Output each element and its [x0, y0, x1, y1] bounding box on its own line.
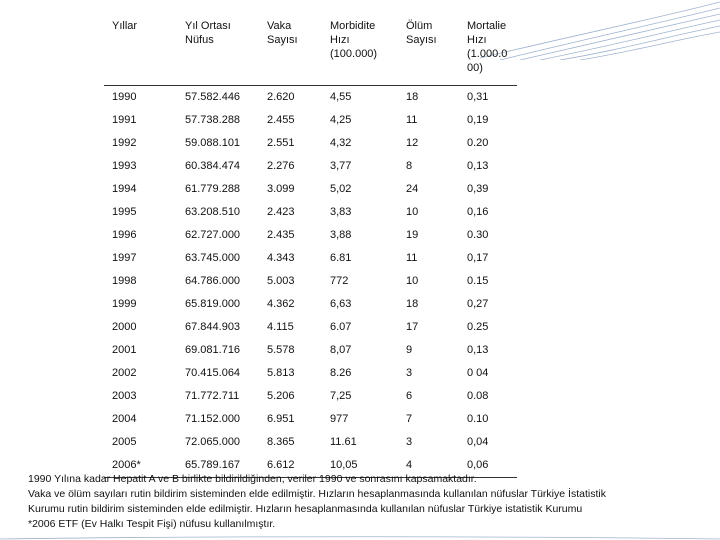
table-row — [104, 270, 517, 293]
table-cell: 3 — [406, 436, 413, 448]
bottom-decorative-line — [0, 530, 720, 540]
table-cell: 1991 — [112, 114, 137, 126]
table-cell: 0.08 — [467, 390, 489, 402]
table-cell: 2.620 — [267, 91, 295, 103]
table-cell: 0,39 — [467, 183, 489, 195]
table-cell: 64.786.000 — [185, 275, 241, 287]
table-cell: 4,32 — [330, 137, 352, 149]
table-cell: 1993 — [112, 160, 137, 172]
table-cell: 1999 — [112, 298, 137, 310]
table-cell: 0,27 — [467, 298, 489, 310]
table-cell: 1997 — [112, 252, 137, 264]
table-cell: 2.276 — [267, 160, 295, 172]
table-cell: 65.789.167 — [185, 459, 241, 471]
table-cell: 8 — [406, 160, 413, 172]
table-row — [104, 109, 517, 132]
table-cell: 1998 — [112, 275, 137, 287]
table-cell: 2.423 — [267, 206, 295, 218]
table-cell: 0,17 — [467, 252, 489, 264]
table-cell: 8.26 — [330, 367, 352, 379]
header-year: Yıllar — [112, 20, 138, 32]
table-cell: 3,77 — [330, 160, 352, 172]
table-cell: 10,05 — [330, 459, 358, 471]
table-cell: 4,55 — [330, 91, 352, 103]
table-cell: 17 — [406, 321, 419, 333]
table-cell: 0,04 — [467, 436, 489, 448]
table-cell: 62.727.000 — [185, 229, 241, 241]
table-cell: 11 — [406, 114, 418, 126]
header-morbidity-rate: Morbidite Hızı (100.000) — [330, 20, 378, 60]
table-cell: 10 — [406, 206, 419, 218]
table-cell: 2004 — [112, 413, 137, 425]
table-row — [104, 362, 517, 385]
table-cell: 19 — [406, 229, 419, 241]
table-cell: 2.455 — [267, 114, 295, 126]
table-row — [104, 224, 517, 247]
table-cell: 63.208.510 — [185, 206, 241, 218]
table-cell: 2003 — [112, 390, 137, 402]
footnote-line: Kurumu rutin bildirim sisteminden elde edilmiştir. Hızların hesaplanmasında kullanılan nüfuslar Türkiye istatistik Kurumu — [28, 503, 583, 515]
table-cell: 0.25 — [467, 321, 489, 333]
table-cell: 7 — [406, 413, 413, 425]
table-cell: 57.582.446 — [185, 91, 241, 103]
table-cell: 4,25 — [330, 114, 352, 126]
table-cell: 59.088.101 — [185, 137, 241, 149]
table-cell: 2002 — [112, 367, 137, 379]
table-cell: 3,88 — [330, 229, 352, 241]
table-cell: 0.10 — [467, 413, 489, 425]
footnote-line: 1990 Yılına kadar Hepatit A ve B birlikte bildirildiğinden, veriler 1990 ve sonrasını kapsamaktadır. — [28, 473, 477, 485]
table-cell: 60.384.474 — [185, 160, 241, 172]
table-cell: 12 — [406, 137, 419, 149]
table-cell: 0,19 — [467, 114, 489, 126]
table-cell: 1990 — [112, 91, 137, 103]
header-population: Yıl Ortası Nüfus — [185, 20, 231, 46]
table-cell: 6,63 — [330, 298, 352, 310]
table-cell: 4.362 — [267, 298, 295, 310]
table-cell: 0,31 — [467, 91, 489, 103]
table-cell: 61.779.288 — [185, 183, 241, 195]
table-cell: 5,02 — [330, 183, 352, 195]
table-cell: 72.065.000 — [185, 436, 241, 448]
table-cell: 0.30 — [467, 229, 489, 241]
table-cell: 6.951 — [267, 413, 295, 425]
table-cell: 10 — [406, 275, 419, 287]
table-cell: 2.435 — [267, 229, 295, 241]
table-cell: 4.343 — [267, 252, 295, 264]
table-cell: 3.099 — [267, 183, 295, 195]
table-cell: 977 — [330, 413, 349, 425]
table-row — [104, 408, 517, 431]
table-cell: 69.081.716 — [185, 344, 241, 356]
table-row — [104, 155, 517, 178]
table-cell: 2005 — [112, 436, 137, 448]
header-case-count: Vaka Sayısı — [267, 20, 298, 46]
table-cell: 1992 — [112, 137, 137, 149]
table-cell: 63.745.000 — [185, 252, 241, 264]
table-cell: 11 — [406, 252, 418, 264]
table-cell: 0,13 — [467, 160, 489, 172]
header-death-count: Ölüm Sayısı — [406, 20, 437, 46]
table-row — [104, 86, 517, 110]
table-cell: 5.206 — [267, 390, 295, 402]
table-cell: 3,83 — [330, 206, 352, 218]
table-row — [104, 316, 517, 339]
footnote-line: Vaka ve ölüm sayıları rutin bildirim sisteminden elde edilmiştir. Hızların hesaplanmasında kullanılan nüfuslar Türkiye İstatistik — [28, 488, 606, 500]
table-cell: 57.738.288 — [185, 114, 241, 126]
table-cell: 1996 — [112, 229, 137, 241]
table-row — [104, 201, 517, 224]
table-cell: 2000 — [112, 321, 137, 333]
table-cell: 70.415.064 — [185, 367, 241, 379]
table-cell: 0,16 — [467, 206, 489, 218]
table-row — [104, 247, 517, 270]
table-cell: 65.819.000 — [185, 298, 241, 310]
table-row — [104, 385, 517, 408]
table-cell: 0,06 — [467, 459, 489, 471]
header-mortality-rate: Mortalie Hızı (1.000.0 00) — [467, 20, 508, 74]
table-row — [104, 178, 517, 201]
table-cell: 4.115 — [267, 321, 294, 333]
table-cell: 0.15 — [467, 275, 489, 287]
header-row — [104, 8, 517, 86]
table-row — [104, 339, 517, 362]
table-cell: 4 — [406, 459, 413, 471]
table-cell: 3 — [406, 367, 413, 379]
table-cell: 71.152.000 — [185, 413, 241, 425]
table-cell: 6.612 — [267, 459, 295, 471]
table-cell: 67.844.903 — [185, 321, 241, 333]
table-row — [104, 293, 517, 316]
table-cell: 5.003 — [267, 275, 295, 287]
table-cell: 1994 — [112, 183, 137, 195]
table-cell: 6.81 — [330, 252, 352, 264]
footnotes — [28, 472, 708, 532]
table-cell: 8.365 — [267, 436, 295, 448]
table-cell: 2006* — [112, 459, 141, 471]
table-cell: 0,13 — [467, 344, 489, 356]
table-cell: 7,25 — [330, 390, 352, 402]
table-cell: 9 — [406, 344, 413, 356]
table-cell: 6.07 — [330, 321, 352, 333]
table-cell: 71.772.711 — [185, 390, 240, 402]
table-cell: 18 — [406, 298, 419, 310]
footnote-line: *2006 ETF (Ev Halkı Tespit Fişi) nüfusu kullanılmıştır. — [28, 518, 276, 530]
hepatitis-statistics-table — [104, 8, 517, 478]
table-cell: 1995 — [112, 206, 137, 218]
table-cell: 24 — [406, 183, 419, 195]
table-row — [104, 132, 517, 155]
table-cell: 5.578 — [267, 344, 295, 356]
table-cell: 8,07 — [330, 344, 352, 356]
table-cell: 11.61 — [330, 436, 357, 448]
table-cell: 2001 — [112, 344, 137, 356]
table-cell: 0 04 — [467, 367, 489, 379]
table-cell: 2.551 — [267, 137, 295, 149]
table-cell: 0.20 — [467, 137, 489, 149]
table-cell: 18 — [406, 91, 419, 103]
table-cell: 772 — [330, 275, 349, 287]
table-row — [104, 431, 517, 454]
table-cell: 5.813 — [267, 367, 295, 379]
table-cell: 6 — [406, 390, 413, 402]
